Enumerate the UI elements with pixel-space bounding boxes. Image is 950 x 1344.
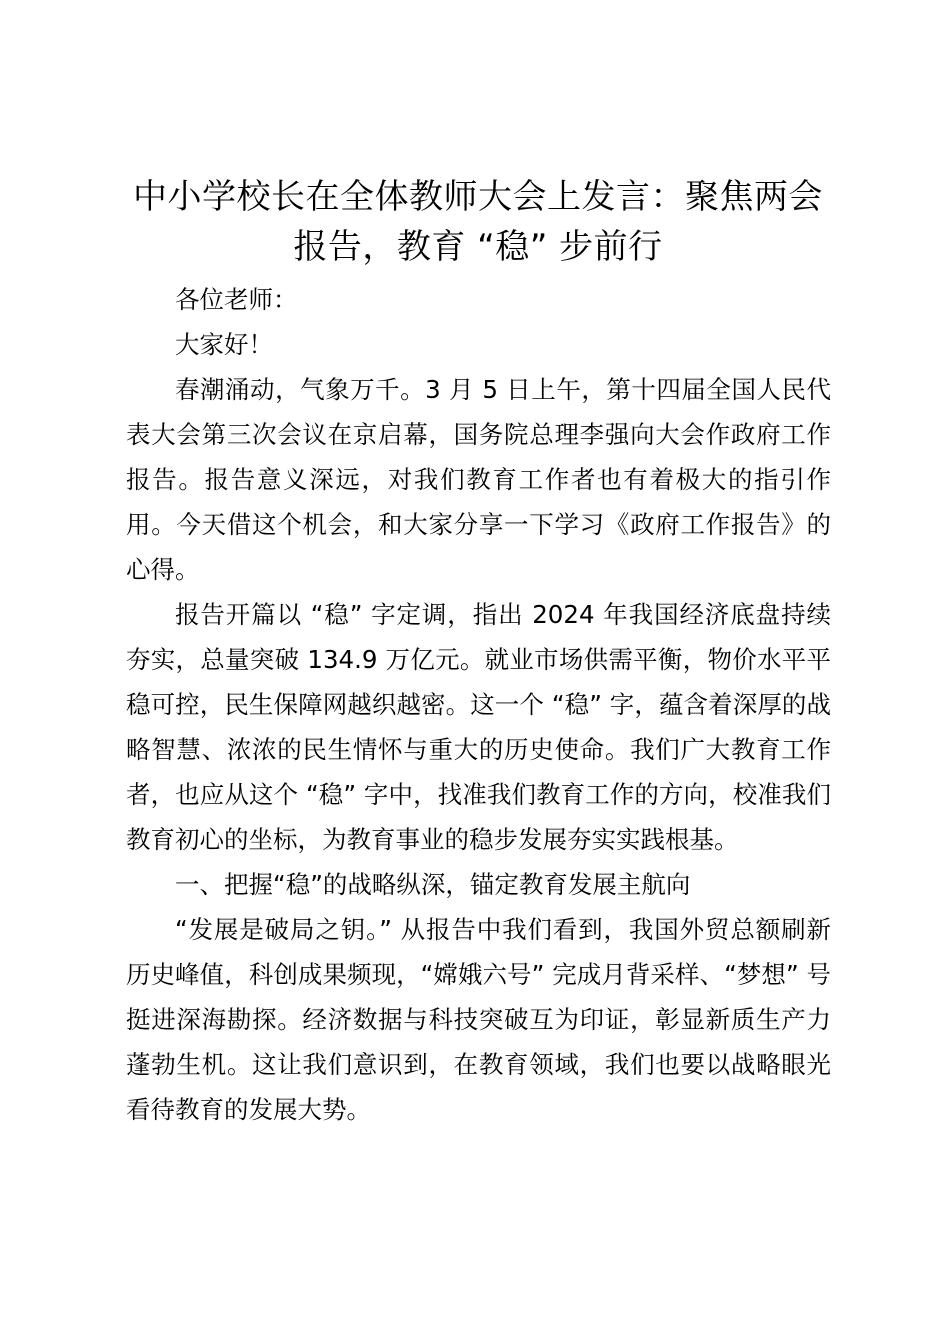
paragraph-intro: 春潮涌动，气象万千。3 月 5 日上午，第十四届全国人民代表大会第三次会议在京启幕，国务院总理李强向大会作政府工作报告。报告意义深远，对我们教育工作者也有着极大的指引作用。今天借这个机会，和大家分享一下学习《政府工作报告》的心得。: [126, 375, 831, 584]
document-title: 中小学校长在全体教师大会上发言：聚焦两会报告，教育 “稳” 步前行: [133, 177, 823, 267]
document-body: [126, 277, 831, 1132]
paragraph-development: “发展是破局之钥。” 从报告中我们看到，我国外贸总额刷新历史峰值，科创成果频现，“嫦娥六号” 完成月背采样、“梦想” 号挺进深海勘探。经济数据与科技突破互为印证，彰显新质生产力蓬勃生机。这让我们意识到，在教育领域，我们也要以战略眼光看待教育的发展大势。: [126, 915, 831, 1124]
greeting: 大家好！: [175, 330, 273, 359]
salutation: 各位老师：: [175, 285, 298, 314]
section-heading-1: 一、把握“稳”的战略纵深，锚定教育发展主航向: [175, 870, 691, 899]
paragraph-stability: 报告开篇以 “稳” 字定调，指出 2024 年我国经济底盘持续夯实，总量突破 134.9 万亿元。就业市场供需平衡，物价水平平稳可控，民生保障网越织越密。这一个 “稳” 字，蕴含着深厚的战略智慧、浓浓的民生情怀与重大的历史使命。我们广大教育工作者，也应从这个 “稳” 字中，找准我们教育工作的方向，校准我们教育初心的坐标，为教育事业的稳步发展夯实实践根基。: [126, 600, 831, 854]
